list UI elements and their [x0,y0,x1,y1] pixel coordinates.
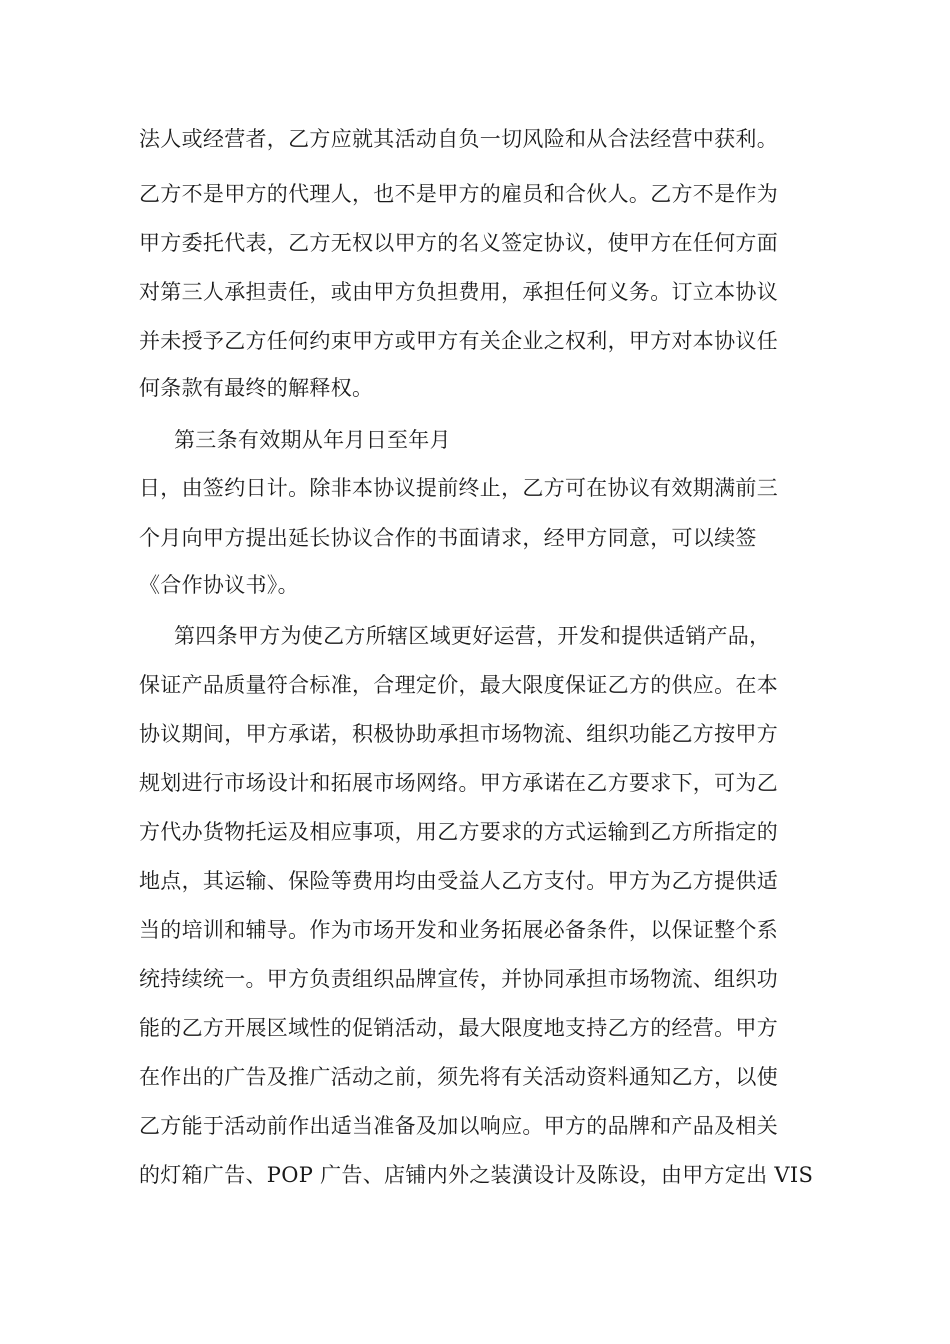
text-line: 能的乙方开展区域性的促销活动，最大限度地支持乙方的经营。甲方 [139,1016,778,1040]
clause-heading-4: 第四条甲方为使乙方所辖区域更好运营，开发和提供适销产品， [174,624,771,648]
text-line: 规划进行市场设计和拓展市场网络。甲方承诺在乙方要求下，可为乙 [139,771,778,795]
text-line: 乙方不是甲方的代理人，也不是甲方的雇员和合伙人。乙方不是作为 [139,182,778,206]
text-line: 个月向甲方提出延长协议合作的书面请求，经甲方同意，可以续签 [139,526,757,550]
text-line: 方代办货物托运及相应事项，用乙方要求的方式运输到乙方所指定的 [139,820,778,844]
text-line: 何条款有最终的解释权。 [139,376,374,400]
text-line: 法人或经营者，乙方应就其活动自负一切风险和从合法经营中获利。 [139,127,778,151]
text-line: 日，由签约日计。除非本协议提前终止，乙方可在协议有效期满前三 [139,476,778,500]
text-line: 在作出的广告及推广活动之前，须先将有关活动资料通知乙方，以使 [139,1065,778,1089]
text-line: 《合作协议书》。 [139,573,299,597]
text-line: 当的培训和辅导。作为市场开发和业务拓展必备条件，以保证整个系 [139,918,778,942]
clause-heading-3: 第三条有效期从年月日至年月 [174,428,451,452]
text-line: 统持续统一。甲方负责组织品牌宣传，并协同承担市场物流、组织功 [139,967,778,991]
text-line: 甲方委托代表，乙方无权以甲方的名义签定协议，使甲方在任何方面 [139,231,778,255]
text-line: 的灯箱广告、POP 广告、店铺内外之装潢设计及陈设，由甲方定出 VIS [139,1163,814,1187]
text-line: 协议期间，甲方承诺，积极协助承担市场物流、组织功能乙方按甲方 [139,722,778,746]
text-line: 乙方能于活动前作出适当准备及加以响应。甲方的品牌和产品及相关 [139,1114,778,1138]
text-line: 并未授予乙方任何约束甲方或甲方有关企业之权利，甲方对本协议任 [139,329,778,353]
text-line: 保证产品质量符合标准，合理定价，最大限度保证乙方的供应。在本 [139,673,778,697]
text-line: 地点，其运输、保险等费用均由受益人乙方支付。甲方为乙方提供适 [139,869,778,893]
text-line: 对第三人承担责任，或由甲方负担费用，承担任何义务。订立本协议 [139,280,778,304]
